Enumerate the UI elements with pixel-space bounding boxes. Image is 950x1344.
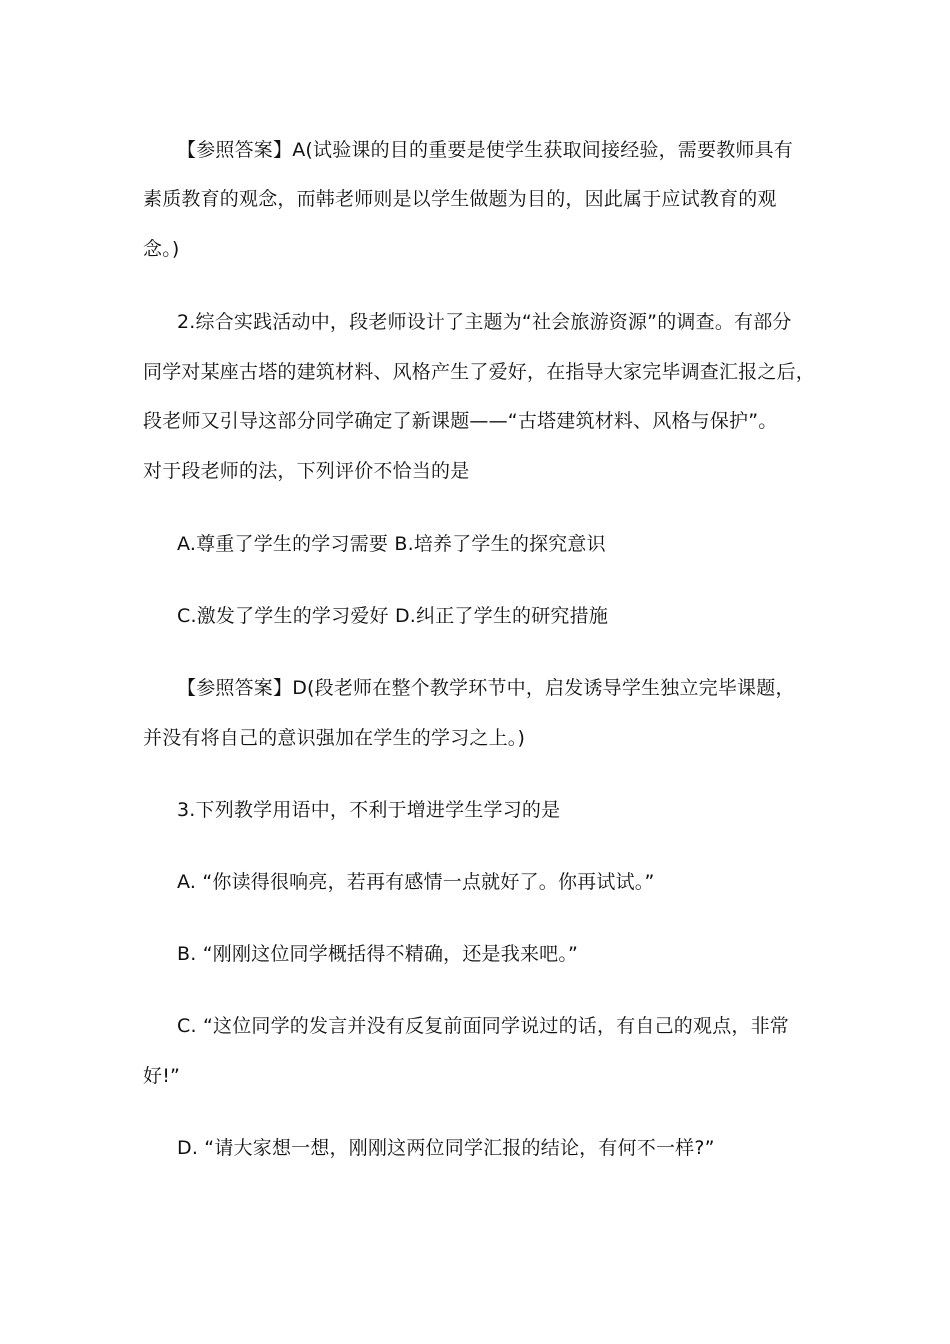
question-2-options-cd: C.激发了学生的学习爱好 D.纠正了学生的研究措施 — [177, 605, 609, 627]
answer-1-line-2: 素质教育的观念，而韩老师则是以学生做题为目的，因此属于应试教育的观 — [143, 188, 777, 210]
question-3-option-d: D. “请大家想一想，刚刚这两位同学汇报的结论，有何不一样?” — [177, 1137, 715, 1159]
answer-2-line-1: 【参照答案】D(段老师在整个教学环节中，启发诱导学生独立完毕课题， — [177, 677, 795, 699]
question-3-option-c-line-1: C. “这位同学的发言并没有反复前面同学说过的话，有自己的观点，非常 — [177, 1015, 789, 1037]
question-2-line-3: 段老师又引导这部分同学确定了新课题——“古塔建筑材料、风格与保护”。 — [143, 410, 778, 432]
question-2-line-4: 对于段老师的法，下列评价不恰当的是 — [143, 460, 470, 482]
question-3-stem: 3.下列教学用语中，不利于增进学生学习的是 — [177, 799, 561, 821]
question-3-option-b: B. “刚刚这位同学概括得不精确，还是我来吧。” — [177, 943, 579, 965]
question-3-option-c-line-2: 好!” — [143, 1065, 181, 1087]
answer-1-line-3: 念。) — [143, 238, 180, 260]
answer-2-line-2: 并没有将自己的意识强加在学生的学习之上。) — [143, 727, 526, 749]
question-2-line-1: 2.综合实践活动中，段老师设计了主题为“社会旅游资源”的调查。有部分 — [177, 311, 792, 333]
question-3-option-a: A. “你读得很响亮，若再有感情一点就好了。你再试试。” — [177, 871, 655, 893]
answer-1-line-1: 【参照答案】A(试验课的目的重要是使学生获取间接经验，需要教师具有 — [177, 139, 794, 161]
question-2-line-2: 同学对某座古塔的建筑材料、风格产生了爱好，在指导大家完毕调查汇报之后， — [143, 361, 816, 383]
question-2-options-ab: A.尊重了学生的学习需要 B.培养了学生的探究意识 — [177, 533, 606, 555]
